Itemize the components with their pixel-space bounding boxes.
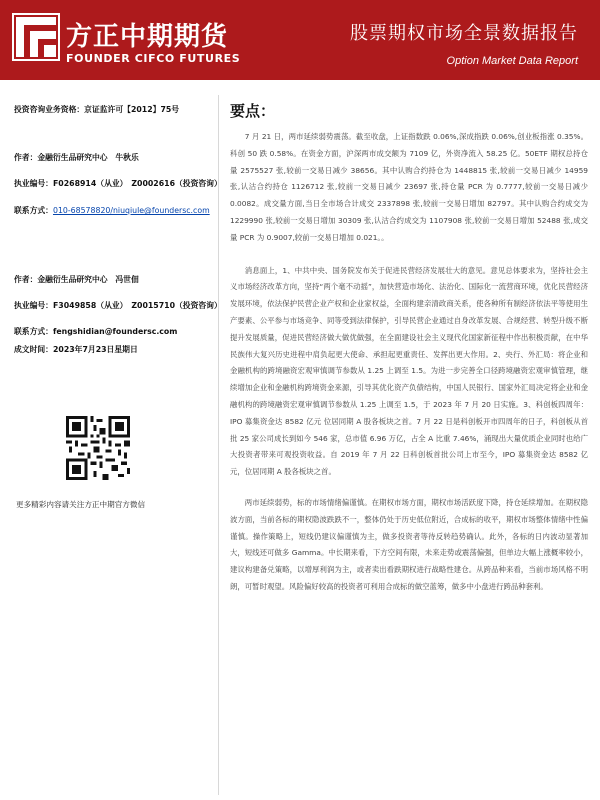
- paragraph-news: 消息面上，1、中共中央、国务院发布关于促进民营经济发展壮大的意见。意见总体要求为，坚持社会主义市场经济改革方向，坚持“两个毫不动摇”，加快营造市场化、法治化、国际化一流营商环境，优化民营经济发展环境，依法保护民营企业产权和企业家权益，全面构建亲清政商关系，使各种所有制经济依法平等使用生产要素、公平参与市场竞争、同等受到法律保护，引导民营企业通过自身改革发展、合规经营、转型升级不断提升发展质量，促进民营经济做大做优做强，在全面建设社会主义现代化国家新征程中作出积极贡献，在中华民族伟大复兴历史进程中肩负起更大使命、承担起更重责任、发挥出更大作用。2、央行、外汇局：将企业和金融机构的跨境融资宏观审慎调节参数从 1.25 上调至 1.5。为进一步完善全口径跨境融资宏观审慎管理，继续增加企业和金融机构跨境资金来源，引导其优化资产负债结构，中国人民银行、国家外汇局决定将企业和金融机构的跨境融资宏观审慎调节参数从 1.25 上调至 1.5，于 2023 年 7 月 20 日实施。3、科创板四周年：IPO 募集资金达 8582 亿元 位居同期 A 股各板块之首。7 月 22 日是科创板开市四周年的日子，科创板从首批 25 家公司成长到如今 546 家，总市值 6.96 万亿，占全 A 比重 7.46%，涌现出大量优质企业同时也给广大投资者带来可观投资收益。自 2019 年 7 月 22 日科创板首批公司上市至今，IPO 募集资金达 8582 亿元，位居同期 A 股各板块之首。: [230, 265, 588, 477]
- practice-number-1: 执业编号：F0268914（从业） Z0002616（投资咨询）: [14, 179, 222, 188]
- header-banner: [0, 0, 600, 80]
- column-divider: [218, 95, 219, 795]
- logo-en: FOUNDER CIFCO FUTURES: [66, 52, 241, 65]
- paragraph-market-summary: 7 月 21 日，两市延续弱势震荡。截至收盘，上证指数跌 0.06%,深成指跌 0.06%,创业板指涨 0.35%。科创 50 跌 0.58%。在资金方面，沪深两市成交额为 7109 亿，外资净流入 58.25 亿。50ETF 期权总持仓量 2575527 张,较前一交易日减少 38656。其中认购合约持仓为 1448815 张,较前一交易日减少 14959 张,认沽合约持仓 1126712 张,较前一交易日减少 23697 张,持仓量 PCR 为 0.7777,较前一交易日减少 0.0082。成交量方面,当日全市场合计成交 2337898 张,较前一交易日增加 82797。其中认购合约成交为 1229990 张,较前一交易日增加 30309 张,认沽合约成交为 1107908 张,较前一交易日增加 52488 张,成交量 PCR 为 0.9007,较前一交易日增加 0.021。。: [230, 132, 588, 242]
- contact-1-label: 联系方式：: [14, 206, 53, 215]
- founder-logo-icon: [12, 13, 60, 61]
- section-title: 要点：: [230, 102, 276, 120]
- logo-cn: 方正中期期货: [66, 22, 229, 52]
- qr-code-icon[interactable]: [66, 416, 130, 480]
- contact-2: 联系方式：fengshidian@foundersc.com: [14, 327, 178, 336]
- practice-number-2: 执业编号：F3049858（从业） Z0015710（投资咨询）: [14, 301, 222, 310]
- report-title: 股票期权市场全景数据报告: [350, 23, 578, 44]
- qr-caption: 更多精彩内容请关注方正中期官方微信: [16, 500, 146, 509]
- author-2: 作者：金融衍生品研究中心 冯世佃: [14, 275, 139, 284]
- contact-1: [14, 205, 210, 216]
- paragraph-strategy: 两市延续弱势，标的市场情绪偏谨慎。在期权市场方面，期权市场活跃度下降，持仓延续增加。在期权隐波方面，当前各标的期权隐波跌跌不一，整体仍处于历史低位附近，合成标的收平，期权市场整体情绪中性偏谨慎。操作策略上，短线仍建议偏谨慎为主，做多投资者等待反转趋势确认。此外，各标的日内波动显著加大，短线还可做多 Gamma。中长期来看，下方空间有限，未来走势或震荡偏强，但单边大幅上涨概率较小，建议构建备兑策略，以增厚利润为主，或者卖出看跌期权进行战略性建仓。从跨品种来看，当前市场风格不明朗，可暂时观望。风险偏好较高的投资者可利用合成标的做空蓝筹，做多中小盘进行跨品种套利。: [230, 497, 588, 591]
- license-info: 投资咨询业务资格：京证监许可【2012】75号: [14, 105, 180, 114]
- date-written: 成文时间：2023年7月23日星期日: [14, 345, 138, 354]
- author-1: 作者：金融衍生品研究中心 牛秋乐: [14, 153, 139, 162]
- main-content: [230, 100, 588, 596]
- report-subtitle: Option Market Data Report: [446, 55, 578, 67]
- contact-1-link[interactable]: 010-68578820/niuqiule@foundersc.com: [52, 206, 210, 215]
